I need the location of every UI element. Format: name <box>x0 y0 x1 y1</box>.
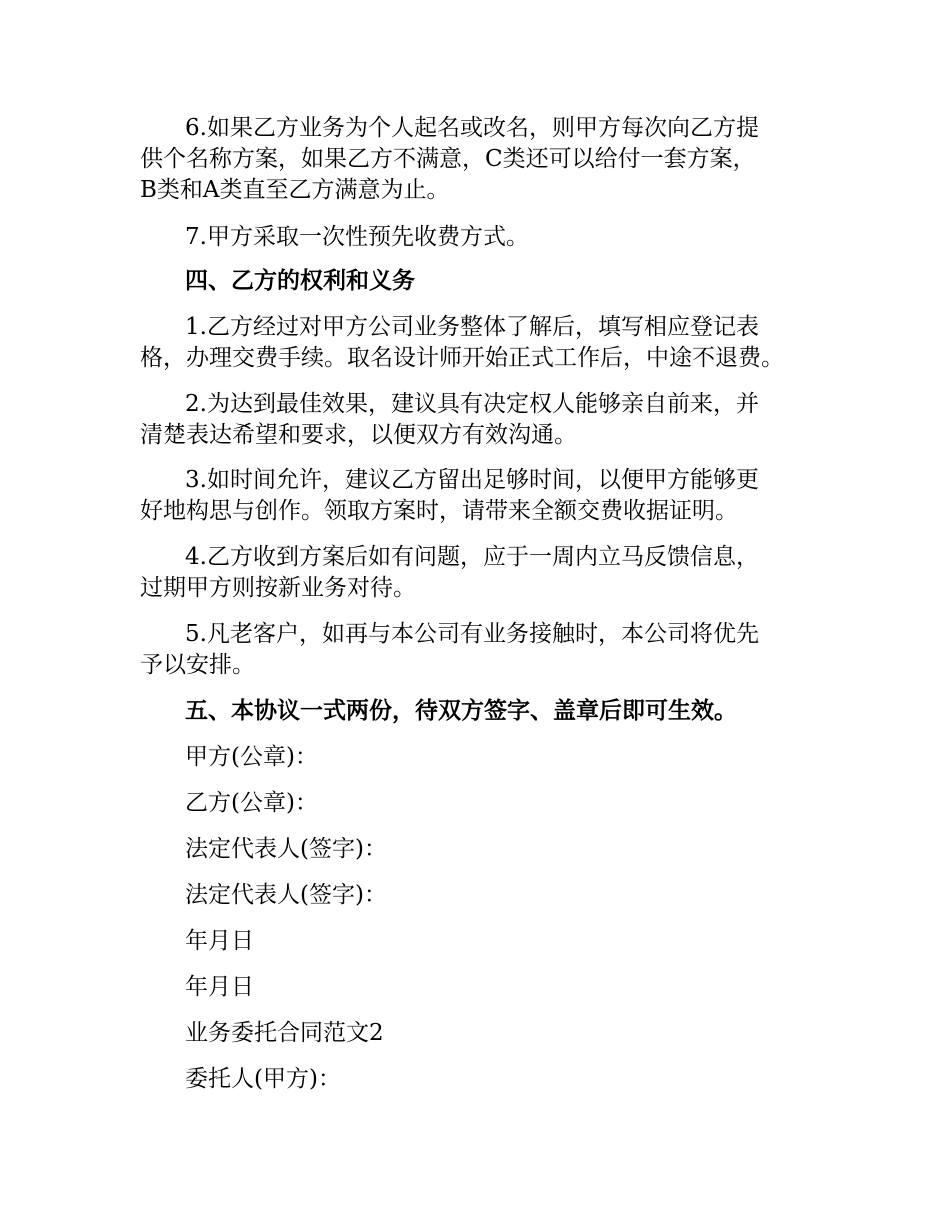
date-b-label: 年月日 <box>185 974 254 1000</box>
clause-4-5-line-1: 5.凡老客户，如再与本公司有业务接触时，本公司将优先 <box>185 621 759 647</box>
next-doc-title: 业务委托合同范文2 <box>185 1020 384 1046</box>
clause-4-2-line-1: 2.为达到最佳效果，建议具有决定权人能够亲自前来，并 <box>185 391 759 417</box>
clause-4-1-line-2: 格，办理交费手续。取名设计师开始正式工作后，中途不退费。 <box>140 345 784 371</box>
clause-4-2 <box>140 389 830 451</box>
clause-3-6 <box>140 113 830 206</box>
clause-4-3 <box>140 465 830 527</box>
date-a-label: 年月日 <box>185 928 254 954</box>
clause-4-4 <box>140 542 830 604</box>
party-b-seal-label: 乙方(公章)： <box>185 790 318 816</box>
party-a-seal-label: 甲方(公章)： <box>185 744 318 770</box>
section-4-heading: 四、乙方的权利和义务 <box>185 268 415 294</box>
clause-4-5-line-2: 予以安排。 <box>140 652 255 678</box>
clause-4-3-line-2: 好地构思与创作。领取方案时，请带来全额交费收据证明。 <box>140 498 738 524</box>
clause-3-6-line-2: 供个名称方案，如果乙方不满意，C类还可以给付一套方案， <box>140 146 756 172</box>
clause-4-5 <box>140 619 830 681</box>
clause-3-6-line-3: B类和A类直至乙方满意为止。 <box>140 177 450 203</box>
legal-rep-b-label: 法定代表人(签字)： <box>185 882 387 908</box>
clause-4-4-line-1: 4.乙方收到方案后如有问题，应于一周内立马反馈信息， <box>185 544 759 570</box>
clause-3-6-line-1: 6.如果乙方业务为个人起名或改名，则甲方每次向乙方提 <box>185 115 759 141</box>
clause-3-7-line-1: 7.甲方采取一次性预先收费方式。 <box>185 224 529 250</box>
clause-4-2-line-2: 清楚表达希望和要求，以便双方有效沟通。 <box>140 422 577 448</box>
clause-3-7 <box>140 222 830 253</box>
clause-4-4-line-2: 过期甲方则按新业务对待。 <box>140 575 416 601</box>
clause-4-1 <box>140 312 830 374</box>
clause-4-3-line-1: 3.如时间允许，建议乙方留出足够时间，以便甲方能够更 <box>185 467 759 493</box>
section-5-heading: 五、本协议一式两份，待双方签字、盖章后即可生效。 <box>185 698 737 724</box>
legal-rep-a-label: 法定代表人(签字)： <box>185 836 387 862</box>
clause-4-1-line-1: 1.乙方经过对甲方公司业务整体了解后，填写相应登记表 <box>185 314 759 340</box>
principal-label: 委托人(甲方)： <box>185 1066 341 1092</box>
